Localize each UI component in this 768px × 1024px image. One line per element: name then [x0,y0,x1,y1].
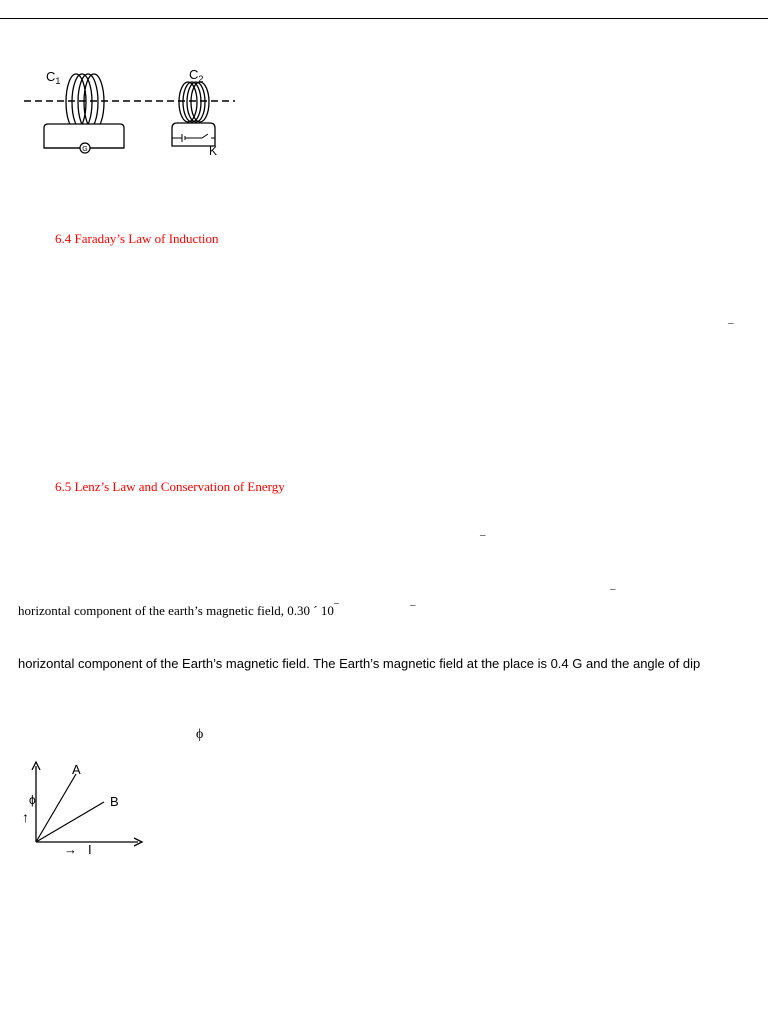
text-line-earth-field: horizontal component of the Earth’s magnetic field. The Earth’s magnetic field at the place is 0.4 G and the angle of dip [18,656,701,671]
galvanometer-label: G [82,146,88,153]
overline-mark: ¯ [333,603,339,614]
line-a-label: A [72,762,81,777]
line-a [36,774,76,842]
text-line-horizontal-component [18,603,339,619]
header-rule [0,18,768,19]
coil-c2-label: $C_2$ [189,67,204,84]
base-c2 [172,123,215,146]
dash-mark: – [480,529,486,541]
coil-c1-label: $C_1$ [46,69,61,86]
coil-c1 [66,74,104,130]
text-line-content: horizontal component of the earth’s magnetic field, 0.30 ´ 10 [18,603,334,618]
dash-mark: – [728,317,734,329]
line-b-label: B [110,794,119,809]
flux-current-graph [14,758,150,858]
section-heading-6-4: 6.4 Faraday’s Law of Induction [55,231,219,246]
x-axis-symbol: I [88,842,92,857]
y-axis-arrow: ↑ [22,809,29,825]
coils-figure [20,62,240,162]
x-axis-arrow: → [64,842,77,857]
section-heading-6-5: 6.5 Lenz’s Law and Conservation of Energy [55,479,285,494]
dash-mark: – [410,599,416,611]
phi-symbol: ϕ [196,727,204,742]
y-axis-symbol: ϕ [29,793,36,807]
line-b [36,802,104,842]
coil-c2 [179,82,209,122]
dash-mark: – [610,583,616,595]
key-label: K [209,144,218,158]
